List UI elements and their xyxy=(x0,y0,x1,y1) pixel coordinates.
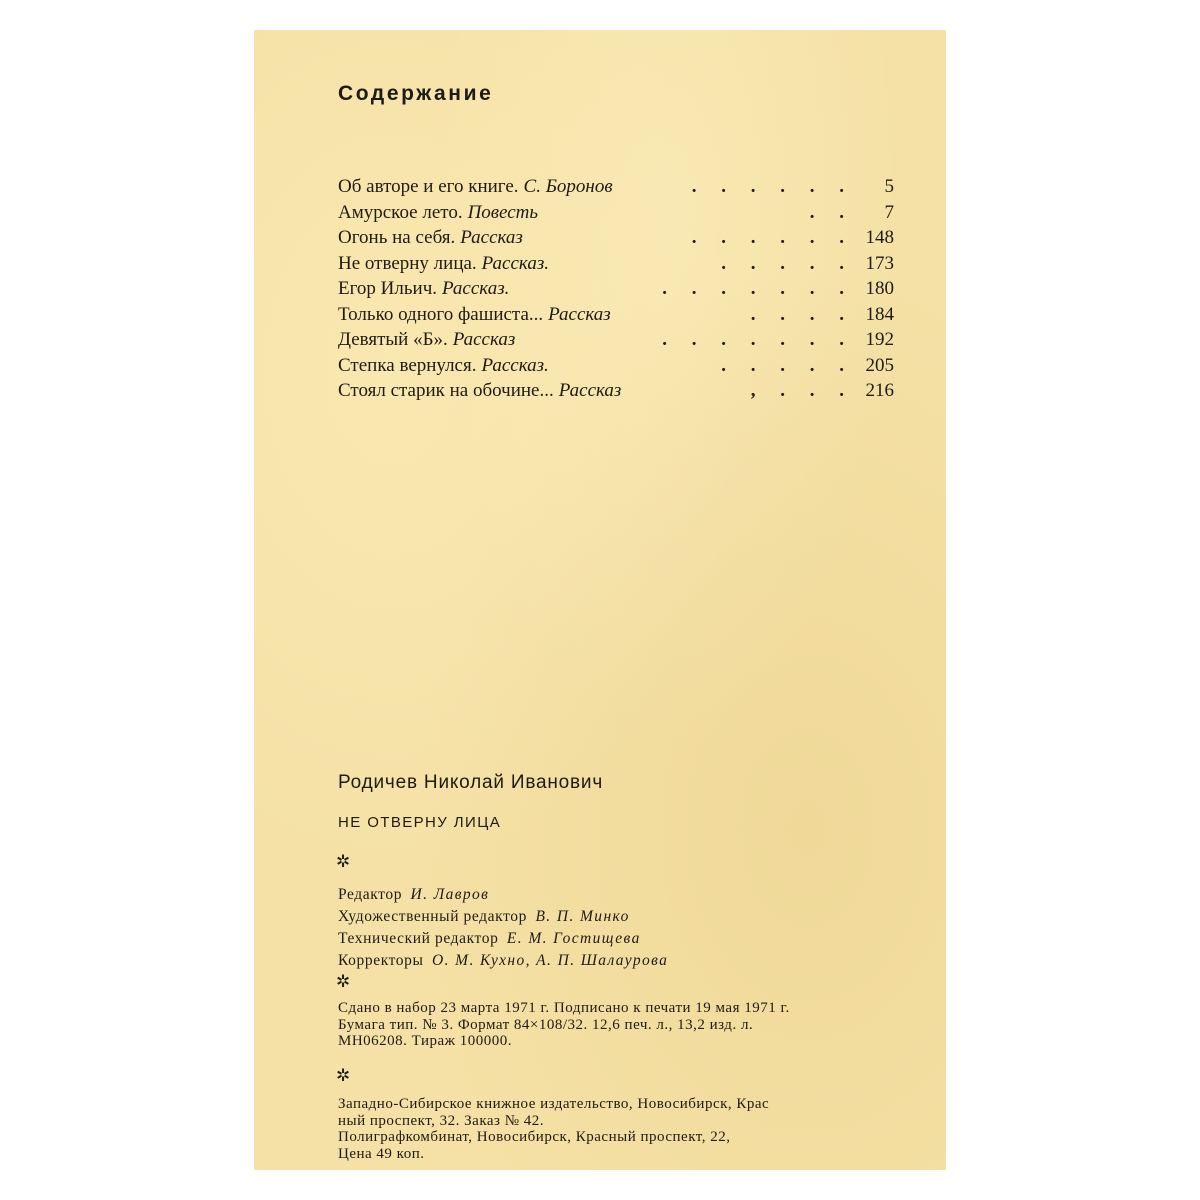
publisher-info-line: Полиграфкомбинат, Новосибирск, Красный проспект, 22, xyxy=(338,1129,731,1145)
toc-entry-title: Только одного фашиста... xyxy=(338,303,544,325)
print-info-line: Бумага тип. № 3. Формат 84×108/32. 12,6 печ. л., 13,2 изд. л. xyxy=(338,1016,754,1033)
toc-entry xyxy=(338,253,894,279)
toc-entry-leader: . . . . . . . xyxy=(662,278,854,299)
toc-entry-title: Не отверну лица. xyxy=(338,252,477,274)
credit-line xyxy=(338,908,668,930)
book-title: НЕ ОТВЕРНУ ЛИЦА xyxy=(338,814,502,831)
toc-entry xyxy=(338,380,894,406)
toc-entry xyxy=(338,329,894,355)
table-of-contents xyxy=(338,176,894,406)
credit-line xyxy=(338,952,668,974)
author-name: Родичев Николай Иванович xyxy=(338,772,604,793)
toc-entry-page: 5 xyxy=(884,176,894,197)
toc-entry-page: 173 xyxy=(865,252,894,274)
toc-entry-page: 184 xyxy=(865,303,894,325)
toc-entry-page: 180 xyxy=(865,278,894,299)
toc-entry-page: 205 xyxy=(865,354,894,376)
toc-entry xyxy=(338,278,894,304)
toc-entry-leader: , . . . xyxy=(750,380,854,401)
credit-role: Художественный редактор xyxy=(338,908,527,925)
print-info-line: МН06208. Тираж 100000. xyxy=(338,1033,513,1049)
toc-entry xyxy=(338,176,894,202)
toc-entry-title: Амурское лето. xyxy=(338,201,463,223)
publisher-info-line: Цена 49 коп. xyxy=(338,1145,425,1162)
toc-entry-leader: . . . . . . xyxy=(691,227,854,248)
toc-entry xyxy=(338,202,894,228)
credit-name: И. Лавров xyxy=(410,886,490,903)
toc-entry-title: Об авторе и его книге. xyxy=(338,176,519,197)
toc-entry-genre: Рассказ. xyxy=(481,252,549,274)
credit-line xyxy=(338,886,668,908)
toc-entry-genre: Повесть xyxy=(467,201,539,223)
credit-name: В. П. Минко xyxy=(535,908,630,925)
print-info-line: Сдано в набор 23 марта 1971 г. Подписано к печати 19 мая 1971 г. xyxy=(338,1000,790,1016)
toc-entry-title: Огонь на себя. xyxy=(338,227,456,248)
toc-entry-title: Степка вернулся. xyxy=(338,354,477,376)
toc-entry-leader: . . . . . xyxy=(721,252,854,274)
toc-entry-genre: Рассказ xyxy=(452,329,516,350)
publisher-info xyxy=(338,1096,904,1162)
asterism-icon: ✲ xyxy=(336,1066,351,1086)
toc-entry-genre: Рассказ xyxy=(548,303,611,325)
book-page xyxy=(254,30,946,1170)
toc-entry xyxy=(338,227,894,253)
toc-entry-leader: . . . . . xyxy=(721,354,854,376)
publisher-info-line: Западно-Сибирское книжное издательство, Новосибирск, Крас xyxy=(338,1096,770,1112)
asterism-icon: ✲ xyxy=(336,852,351,872)
toc-entry-leader: . . . . xyxy=(750,303,854,325)
credit-role: Корректоры xyxy=(338,952,424,969)
contents-heading: Содержание xyxy=(338,82,494,105)
toc-entry-genre: Рассказ. xyxy=(442,278,510,299)
credit-name: Е. М. Гостищева xyxy=(506,930,641,947)
toc-entry-title: Егор Ильич. xyxy=(338,278,438,299)
toc-entry-genre: Рассказ xyxy=(460,227,523,248)
toc-entry-page: 216 xyxy=(865,380,894,401)
publisher-info-line: ный проспект, 32. Заказ № 42. xyxy=(338,1112,545,1129)
toc-entry-genre: С. Боронов xyxy=(523,176,613,197)
toc-entry-page: 148 xyxy=(865,227,894,248)
print-info xyxy=(338,1000,904,1050)
toc-entry-genre: Рассказ. xyxy=(481,354,549,376)
toc-entry-leader: . . xyxy=(809,201,854,223)
credit-role: Редактор xyxy=(338,886,403,903)
toc-entry-title: Девятый «Б». xyxy=(338,329,448,350)
credit-line xyxy=(338,930,668,952)
toc-entry-genre: Рассказ xyxy=(558,380,622,401)
toc-entry-leader: . . . . . . xyxy=(691,176,854,197)
toc-entry xyxy=(338,304,894,330)
asterism-icon: ✲ xyxy=(336,972,351,992)
toc-entry-title: Стоял старик на обочине... xyxy=(338,380,554,401)
credit-role: Технический редактор xyxy=(338,930,499,947)
credit-name: О. М. Кухно, А. П. Шалаурова xyxy=(432,952,669,969)
toc-entry xyxy=(338,355,894,381)
toc-entry-page: 192 xyxy=(865,329,894,350)
toc-entry-page: 7 xyxy=(884,201,894,223)
toc-entry-leader: . . . . . . . xyxy=(662,329,854,350)
credits-list xyxy=(338,886,668,974)
